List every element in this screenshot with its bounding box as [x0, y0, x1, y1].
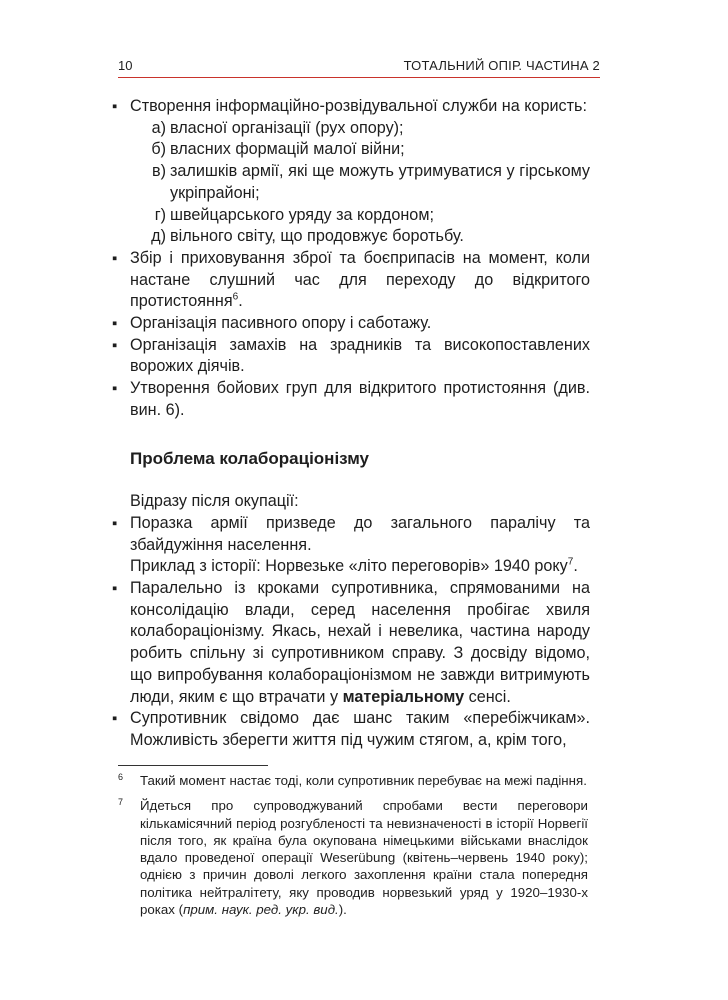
list-item-text: Супротивник свідомо дає шанс таким «перебіжчикам». Можливість зберегти життя під чужим стягом, а, крім того, [130, 709, 590, 749]
section-heading: Проблема колабораціонізму [130, 448, 370, 468]
list-item [112, 513, 590, 578]
footnote-text: Йдеться про супроводжуваний спробами вести переговори кількамісячний період розгубленості та невизначеності в історії Норвегії після того, як країна була окупована німецькими військами внаслідок вдало проведеної операції Weserübung (квітень–червень 1940 року); однією з причин доволі легкого захоплення країни стала попередня політика нейтралітету, яку проводив норвезький уряд у 1920–1930-х роках ( [140, 798, 588, 918]
footnote [118, 797, 588, 918]
list-item-text: Утворення бойових груп для відкритого протистояння (див. вин. 6). [130, 379, 590, 419]
footnotes [118, 772, 588, 926]
page-number: 10 [118, 58, 133, 73]
sub-item-label: а) [151, 118, 166, 137]
sub-item [130, 226, 590, 248]
sub-item-label: в) [152, 162, 166, 181]
list-item [112, 248, 590, 313]
tasks-list [112, 96, 590, 422]
sub-item [130, 118, 590, 140]
list-item [112, 313, 590, 335]
list-item-text: Створення інформаційно-розвідувальної служби на користь: [130, 97, 587, 115]
list-item-text: Організація пасивного опору і саботажу. [130, 314, 432, 333]
list-item-text: Організація замахів на зрадників та високопоставлених ворожих діячів. [130, 335, 590, 376]
list-item-text: Паралельно із кроками супротивника, спрямованими на консолідацію влади, серед населення пробігає хвиля колабораціонізму. Якась, нехай і невелика, частина народу робить спільну зі супротивником справу. З досвіду відомо, що випробування колабораціонізмом не завжди витримують люди, яким є що втрачати у [130, 579, 590, 706]
list-item-text: Поразка армії призведе до загального паралічу та збайдужіння населення. [130, 513, 590, 554]
sub-item-text: швейцарського уряду за кордоном; [170, 205, 434, 224]
list-item-text: Збір і приховування зброї та боєприпасів на момент, коли настане слушний час для переходу до відкритого протистояння [130, 248, 590, 311]
list-item [112, 708, 590, 751]
header-rule [118, 77, 600, 78]
footnote-ref: 6 [232, 291, 239, 303]
bold-word: матеріальному [342, 687, 465, 706]
sub-item-label: б) [151, 140, 166, 159]
list-item [112, 96, 590, 248]
sub-list [130, 118, 590, 248]
list-item [112, 378, 590, 421]
footnote-text: Такий момент настає тоді, коли супротивник перебуває на межі падіння. [140, 773, 587, 788]
punctuation: . [238, 292, 243, 311]
list-item-text-end: сенсі. [468, 687, 511, 706]
footnote-number: 6 [118, 772, 124, 782]
collaboration-list [112, 513, 590, 752]
main-text [112, 96, 590, 752]
example-text: Приклад з історії: Норвезьке «літо переговорів» 1940 року [130, 557, 568, 576]
punctuation: . [573, 557, 578, 576]
list-item [112, 578, 590, 708]
sub-item [130, 139, 590, 161]
footnote [118, 772, 588, 789]
sub-item [130, 205, 590, 227]
section-intro: Відразу після окупації: [130, 492, 299, 511]
sub-item [130, 161, 590, 204]
footnote-italic: прим. наук. ред. укр. вид. [183, 902, 339, 918]
history-example [130, 556, 590, 578]
list-item [112, 335, 590, 378]
footnote-end: ). [338, 902, 347, 918]
footnote-number: 7 [118, 797, 124, 808]
running-title: ТОТАЛЬНИЙ ОПІР. ЧАСТИНА 2 [403, 58, 600, 73]
sub-item-text: власної організації (рух опору); [170, 118, 404, 137]
footnote-ref: 7 [567, 556, 574, 568]
footnote-rule [118, 765, 268, 766]
sub-item-label: г) [154, 205, 166, 224]
sub-item-text: власних формацій малої війни; [170, 140, 405, 159]
sub-item-text: вільного світу, що продовжує боротьбу. [170, 227, 464, 246]
sub-item-label: д) [151, 227, 166, 246]
sub-item-text: залишків армії, які ще можуть утримуватися у гірському укріпрайоні; [170, 162, 590, 202]
